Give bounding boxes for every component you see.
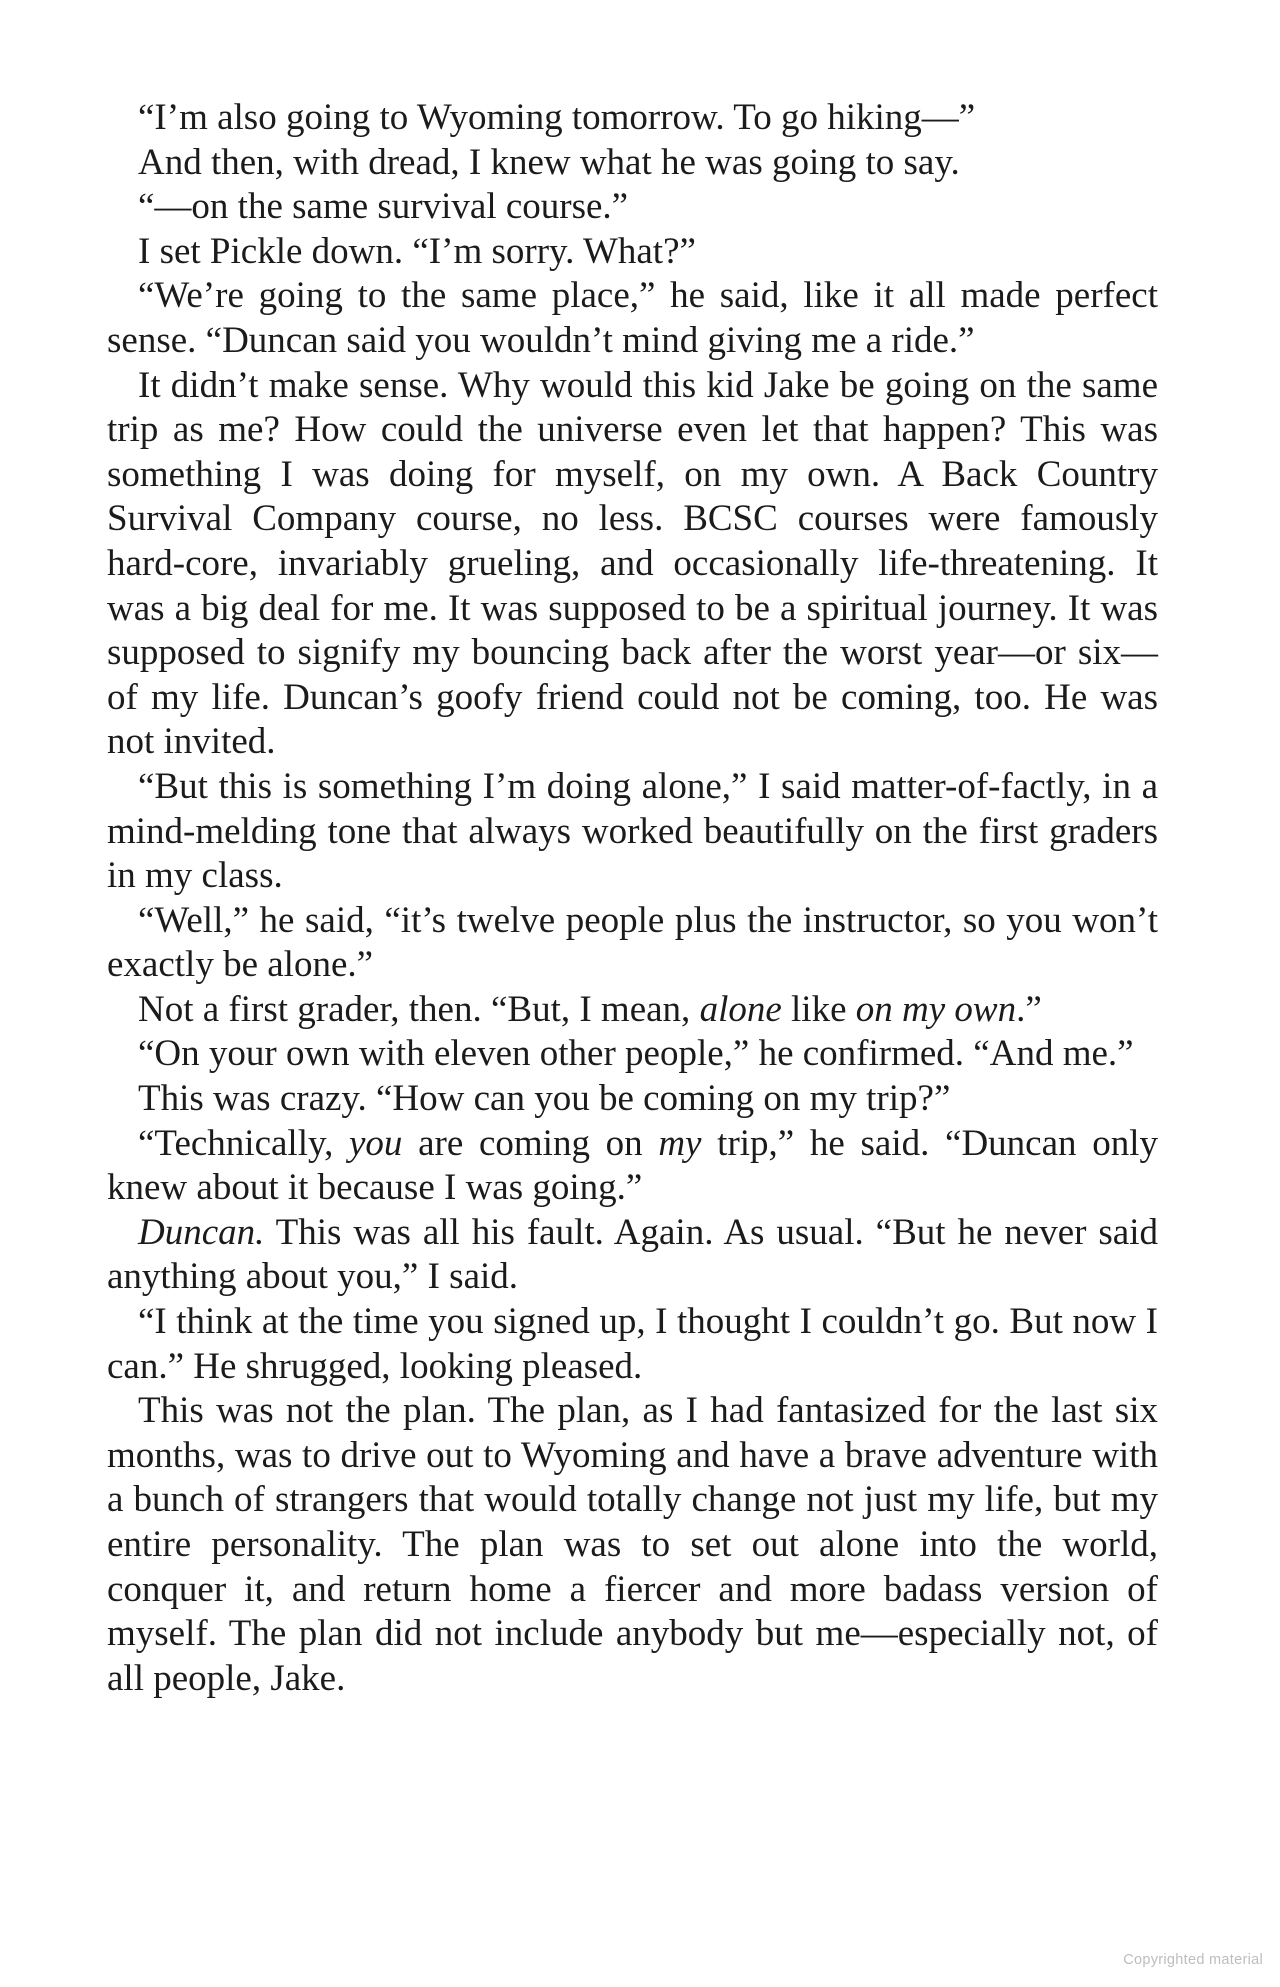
text-segment: This was all his fault. Again. As usual. “But he never said anything about you,” I said. — [107, 1211, 1158, 1298]
text-segment-italic: on my own — [855, 988, 1017, 1030]
text-segment: “On your own with eleven other people,” he confirmed. “And me.” — [138, 1033, 1134, 1075]
text-segment: “Technically, — [138, 1122, 349, 1164]
paragraph — [107, 899, 1158, 988]
text-segment: Not a first grader, then. “But, I mean, — [138, 988, 700, 1030]
page-text — [107, 96, 1158, 1701]
text-segment: “I think at the time you signed up, I thought I couldn’t go. But now I can.” He shrugged, looking pleased. — [107, 1301, 1158, 1387]
text-segment: like — [781, 988, 856, 1030]
paragraph — [107, 1389, 1158, 1701]
text-segment-italic: my — [658, 1122, 702, 1164]
paragraph — [107, 1211, 1158, 1300]
paragraph — [107, 230, 1158, 275]
text-segment: are coming on — [402, 1122, 659, 1164]
paragraph — [107, 988, 1158, 1033]
text-segment-italic: you — [349, 1122, 403, 1164]
text-segment: I set Pickle down. “I’m sorry. What?” — [138, 230, 696, 272]
paragraph — [107, 1122, 1158, 1211]
paragraph — [107, 96, 1158, 141]
text-segment: “We’re going to the same place,” he said, like it all made perfect sense. “Duncan said you wouldn’t mind giving me a ride.” — [107, 275, 1158, 361]
copyright-watermark: Copyrighted material — [1123, 1952, 1263, 1968]
paragraph — [107, 1032, 1158, 1077]
text-segment: This was crazy. “How can you be coming on my trip?” — [138, 1078, 951, 1120]
text-segment: It didn’t make sense. Why would this kid Jake be going on the same trip as me? How could the universe even let that happen? This was something I was doing for myself, on my own. A Back Country Survival Company course, no less. BCSC courses were famously hard-core, invariably grueling, and occasionally life-threatening. It was a big deal for me. It was supposed to be a spiritual journey. It was supposed to signify my bouncing back after the worst year—or six—of my life. Duncan’s goofy friend could not be coming, too. He was not invited. — [107, 364, 1158, 763]
paragraph — [107, 364, 1158, 765]
text-segment: “But this is something I’m doing alone,” I said matter-of-factly, in a mind-melding tone that always worked beautifully on the first graders in my class. — [107, 765, 1158, 897]
text-segment: “I’m also going to Wyoming tomorrow. To go hiking—” — [138, 97, 976, 138]
paragraph — [107, 1300, 1158, 1389]
text-segment: This was not the plan. The plan, as I had fantasized for the last six months, was to drive out to Wyoming and have a brave adventure with a bunch of strangers that would totally change not just my life, but my entire personality. The plan was to set out alone into the world, conquer it, and return home a fiercer and more badass version of myself. The plan did not include anybody but me—especially not, of all people, Jake. — [107, 1390, 1158, 1699]
text-segment: trip,” he said. “Duncan only knew about it because I was going.” — [107, 1122, 1158, 1209]
text-segment-italic: Duncan. — [138, 1211, 265, 1253]
text-segment: .” — [1016, 988, 1042, 1030]
text-segment: “Well,” he said, “it’s twelve people plus the instructor, so you won’t exactly be alone.” — [107, 899, 1158, 986]
paragraph — [107, 141, 1158, 186]
text-segment: And then, with dread, I knew what he was going to say. — [138, 141, 960, 183]
text-segment: “—on the same survival course.” — [138, 186, 629, 228]
paragraph — [107, 274, 1158, 363]
paragraph — [107, 765, 1158, 899]
text-segment-italic: alone — [699, 988, 782, 1030]
paragraph — [107, 1077, 1158, 1122]
paragraph — [107, 185, 1158, 230]
